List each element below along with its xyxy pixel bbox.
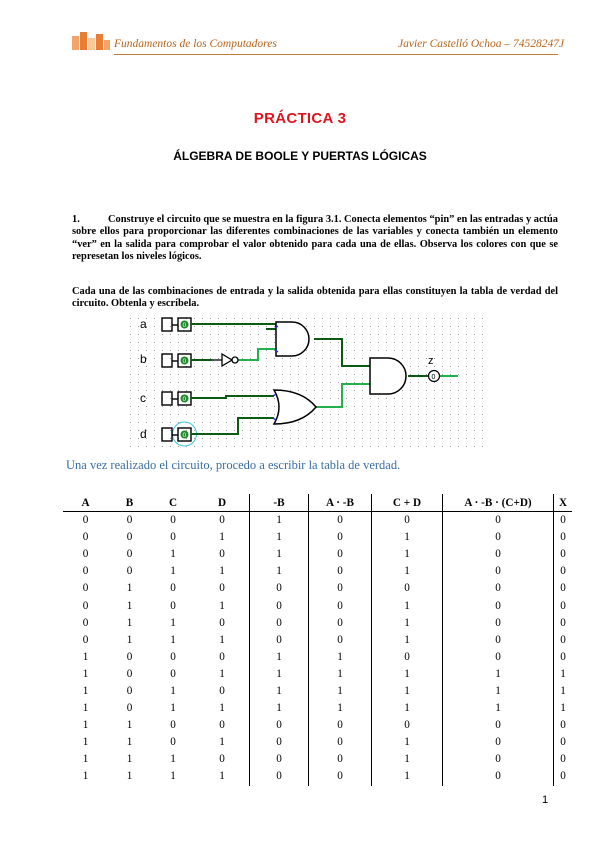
table-cell: 1 [170,770,176,783]
header-course: Fundamentos de los Computadores [114,38,277,50]
table-cell: 1 [82,736,89,749]
table-cell: 1 [372,700,443,717]
table-cell: 1 [372,615,443,632]
table-cell: 0 [554,717,573,734]
table-row [63,615,572,632]
header-expression: A · -B · (C+D) [443,494,554,512]
table-cell: 1 [126,770,133,783]
table-cell: 1 [250,529,309,546]
table-cell: 1 [372,683,443,700]
table-cell: 0 [443,529,554,546]
page-number: 1 [542,794,549,806]
table-row [63,563,572,580]
table-cell: 0 [250,717,309,734]
table-cell: 0 [309,512,372,530]
table-cell: 0 [250,768,309,785]
table-cell: 0 [219,582,225,595]
table-cell: 0 [82,531,89,544]
header-not-b: -B [250,494,309,512]
table-cell: 0 [82,582,89,595]
table-cell: 0 [82,616,89,629]
header-c-or-d: C + D [372,494,443,512]
table-cell: 0 [250,597,309,614]
table-cell: 1 [219,531,225,544]
pin-d-value: 0 [182,432,187,439]
table-cell: 0 [170,531,176,544]
header-a-and-not-b: A · -B [309,494,372,512]
instruction-paragraph-1 [72,214,558,263]
table-cell: 1 [82,650,89,663]
table-cell: 0 [443,615,554,632]
course-logo-icon [72,30,110,54]
table-cell: 1 [372,734,443,751]
pin-a [162,318,191,331]
pin-a-value: 0 [182,322,187,329]
instruction-number: 1. [72,214,80,225]
table-cell: 1 [82,719,89,732]
table-cell: 0 [126,650,133,663]
table-cell: 1 [170,616,176,629]
table-row [63,666,572,683]
table-row [63,649,572,666]
table-cell: 0 [170,736,176,749]
table-cell: 1 [170,548,176,561]
table-cell: 0 [554,734,573,751]
table-cell: 1 [219,770,225,783]
table-cell: 1 [126,599,133,612]
table-cell: 0 [82,633,89,646]
table-cell: 0 [219,616,225,629]
table-cell: 0 [554,615,573,632]
table-cell: 1 [250,700,309,717]
table-cell: 0 [170,650,176,663]
table-cell: 0 [250,632,309,649]
table-cell: 1 [250,563,309,580]
table-cell: 0 [443,717,554,734]
table-cell: 0 [126,514,133,527]
header-x: X [554,494,573,512]
table-cell: 1 [554,700,573,717]
table-cell: 0 [443,751,554,768]
table-cell: 1 [219,599,225,612]
truth-table-header-row [63,494,572,512]
table-cell: 1 [309,700,372,717]
table-cell: 0 [126,531,133,544]
wire-or-out [314,384,370,407]
table-row [63,717,572,734]
table-cell: 1 [82,770,89,783]
table-row [63,546,572,563]
table-cell: 1 [170,565,176,578]
table-cell: 0 [219,719,225,732]
table-cell: 0 [443,546,554,563]
table-cell: 1 [82,753,89,766]
input-label-b: b [140,352,147,366]
table-cell: 0 [250,751,309,768]
table-cell: 1 [443,700,554,717]
wire-d [191,418,274,434]
table-cell: 1 [443,666,554,683]
table-cell: 1 [219,736,225,749]
table-cell: 1 [250,666,309,683]
table-cell: 1 [219,565,225,578]
table-row [63,529,572,546]
table-cell: 0 [443,632,554,649]
pin-b [162,354,191,367]
table-cell: 1 [372,666,443,683]
table-cell: 0 [250,615,309,632]
instruction-text-1: Construye el circuito que se muestra en la figura 3.1. Conecta elementos “pin” en las entradas y actúa sobre ellos para proporcionar las diferentes combinaciones de las variables y conecta también un elemento “ver” en la salida para comprobar el valor obtenido para cada una de ellas. Observa los colores con que se represetan los niveles lógicos. [72,214,558,262]
table-cell: 1 [250,546,309,563]
table-cell: 0 [554,632,573,649]
table-cell: 0 [443,734,554,751]
table-cell: 0 [82,514,89,527]
table-cell: 0 [443,768,554,785]
table-cell: 0 [82,548,89,561]
table-cell: 0 [309,768,372,785]
table-cell: 1 [372,768,443,785]
truth-table [63,494,572,786]
table-row [63,768,572,785]
table-cell: 0 [554,649,573,666]
wire-and1-out [314,339,370,366]
and-gate-1 [276,322,309,356]
table-cell: 1 [126,753,133,766]
table-cell: 0 [170,514,176,527]
table-cell: 1 [443,683,554,700]
table-cell: 0 [309,580,372,597]
table-cell: 1 [219,667,225,680]
table-cell: 1 [309,683,372,700]
table-cell: 1 [170,684,176,697]
header-b: B [108,494,151,512]
instruction-paragraph-2: Cada una de las combinaciones de entrada y la salida obtenida para ellas constituyen la tabla de verdad del circuito. Obtenla y escríbela. [72,286,558,310]
table-cell: 1 [82,667,89,680]
table-cell: 0 [170,599,176,612]
table-cell: 1 [126,633,133,646]
table-cell: 1 [126,582,133,595]
table-cell: 0 [372,580,443,597]
header-divider [114,54,558,55]
table-cell: 1 [372,751,443,768]
table-cell: 1 [372,632,443,649]
table-cell: 1 [219,633,225,646]
table-cell: 0 [443,512,554,530]
table-cell: 0 [554,512,573,530]
header-author: Javier Castelló Ochoa – 74528247J [398,38,565,50]
table-cell: 1 [250,649,309,666]
table-cell: 0 [443,563,554,580]
table-cell: 0 [554,563,573,580]
table-cell: 0 [309,734,372,751]
table-cell: 0 [372,512,443,530]
and-gate-2 [370,358,406,394]
table-cell: 0 [309,529,372,546]
table-cell: 1 [372,597,443,614]
not-gate [212,354,238,366]
table-cell: 1 [554,666,573,683]
page-title: PRÁCTICA 3 [253,110,347,127]
table-cell: 0 [82,565,89,578]
table-cell: 0 [309,563,372,580]
table-cell: 0 [309,717,372,734]
header-a: A [63,494,108,512]
table-row [63,512,572,530]
table-cell: 1 [554,683,573,700]
table-row [63,580,572,597]
table-cell: 0 [443,580,554,597]
table-cell: 1 [372,563,443,580]
table-cell: 1 [126,616,133,629]
table-cell: 0 [309,546,372,563]
table-cell: 0 [554,597,573,614]
input-label-a: a [140,317,147,331]
wire-c [191,396,274,398]
table-cell: 0 [170,582,176,595]
table-cell: 1 [309,666,372,683]
page-subtitle: ÁLGEBRA DE BOOLE Y PUERTAS LÓGICAS [173,149,427,163]
table-cell: 0 [554,580,573,597]
table-cell: 0 [372,717,443,734]
table-row [63,751,572,768]
table-cell: 0 [219,684,225,697]
table-cell: 0 [170,667,176,680]
circuit-diagram [126,314,490,454]
pin-c-value: 0 [182,396,187,403]
table-row [63,734,572,751]
table-cell: 0 [309,597,372,614]
table-cell: 1 [250,512,309,530]
table-cell: 0 [554,529,573,546]
header-d: D [195,494,250,512]
table-cell: 0 [219,514,225,527]
table-cell: 1 [170,702,176,715]
table-cell: 1 [250,683,309,700]
table-row [63,700,572,717]
wire-a [191,324,276,329]
table-intro-note: Una vez realizado el circuito, procedo a escribir la tabla de verdad. [66,458,401,472]
input-label-d: d [140,427,147,441]
output-label-z: z [428,355,434,367]
table-cell: 0 [219,650,225,663]
table-cell: 1 [372,529,443,546]
table-cell: 0 [126,684,133,697]
table-cell: 0 [372,649,443,666]
table-cell: 0 [250,734,309,751]
table-cell: 1 [309,649,372,666]
table-cell: 0 [170,719,176,732]
table-cell: 0 [309,615,372,632]
table-cell: 1 [170,753,176,766]
table-cell: 0 [82,599,89,612]
table-cell: 0 [126,702,133,715]
table-cell: 0 [126,667,133,680]
table-row [63,683,572,700]
table-cell: 1 [82,702,89,715]
table-cell: 0 [309,632,372,649]
input-label-c: c [140,391,146,405]
table-cell: 0 [443,649,554,666]
pin-c [162,392,191,405]
wires [191,324,458,434]
table-cell: 0 [219,753,225,766]
table-cell: 1 [126,719,133,732]
table-cell: 0 [554,751,573,768]
pin-b-value: 0 [182,358,187,365]
header-c: C [151,494,195,512]
table-cell: 1 [82,684,89,697]
table-cell: 1 [170,633,176,646]
table-cell: 0 [554,546,573,563]
table-cell: 0 [309,751,372,768]
table-row [63,597,572,614]
table-cell: 0 [443,597,554,614]
table-cell: 0 [219,548,225,561]
table-cell: 1 [219,702,225,715]
table-row [63,632,572,649]
output-probe-value: 0 [431,374,436,381]
table-cell: 0 [126,565,133,578]
table-cell: 0 [250,580,309,597]
table-cell: 0 [554,768,573,785]
wire-b-not [238,349,276,360]
table-cell: 1 [126,736,133,749]
or-gate [274,390,316,424]
table-cell: 0 [126,548,133,561]
table-cell: 1 [372,546,443,563]
